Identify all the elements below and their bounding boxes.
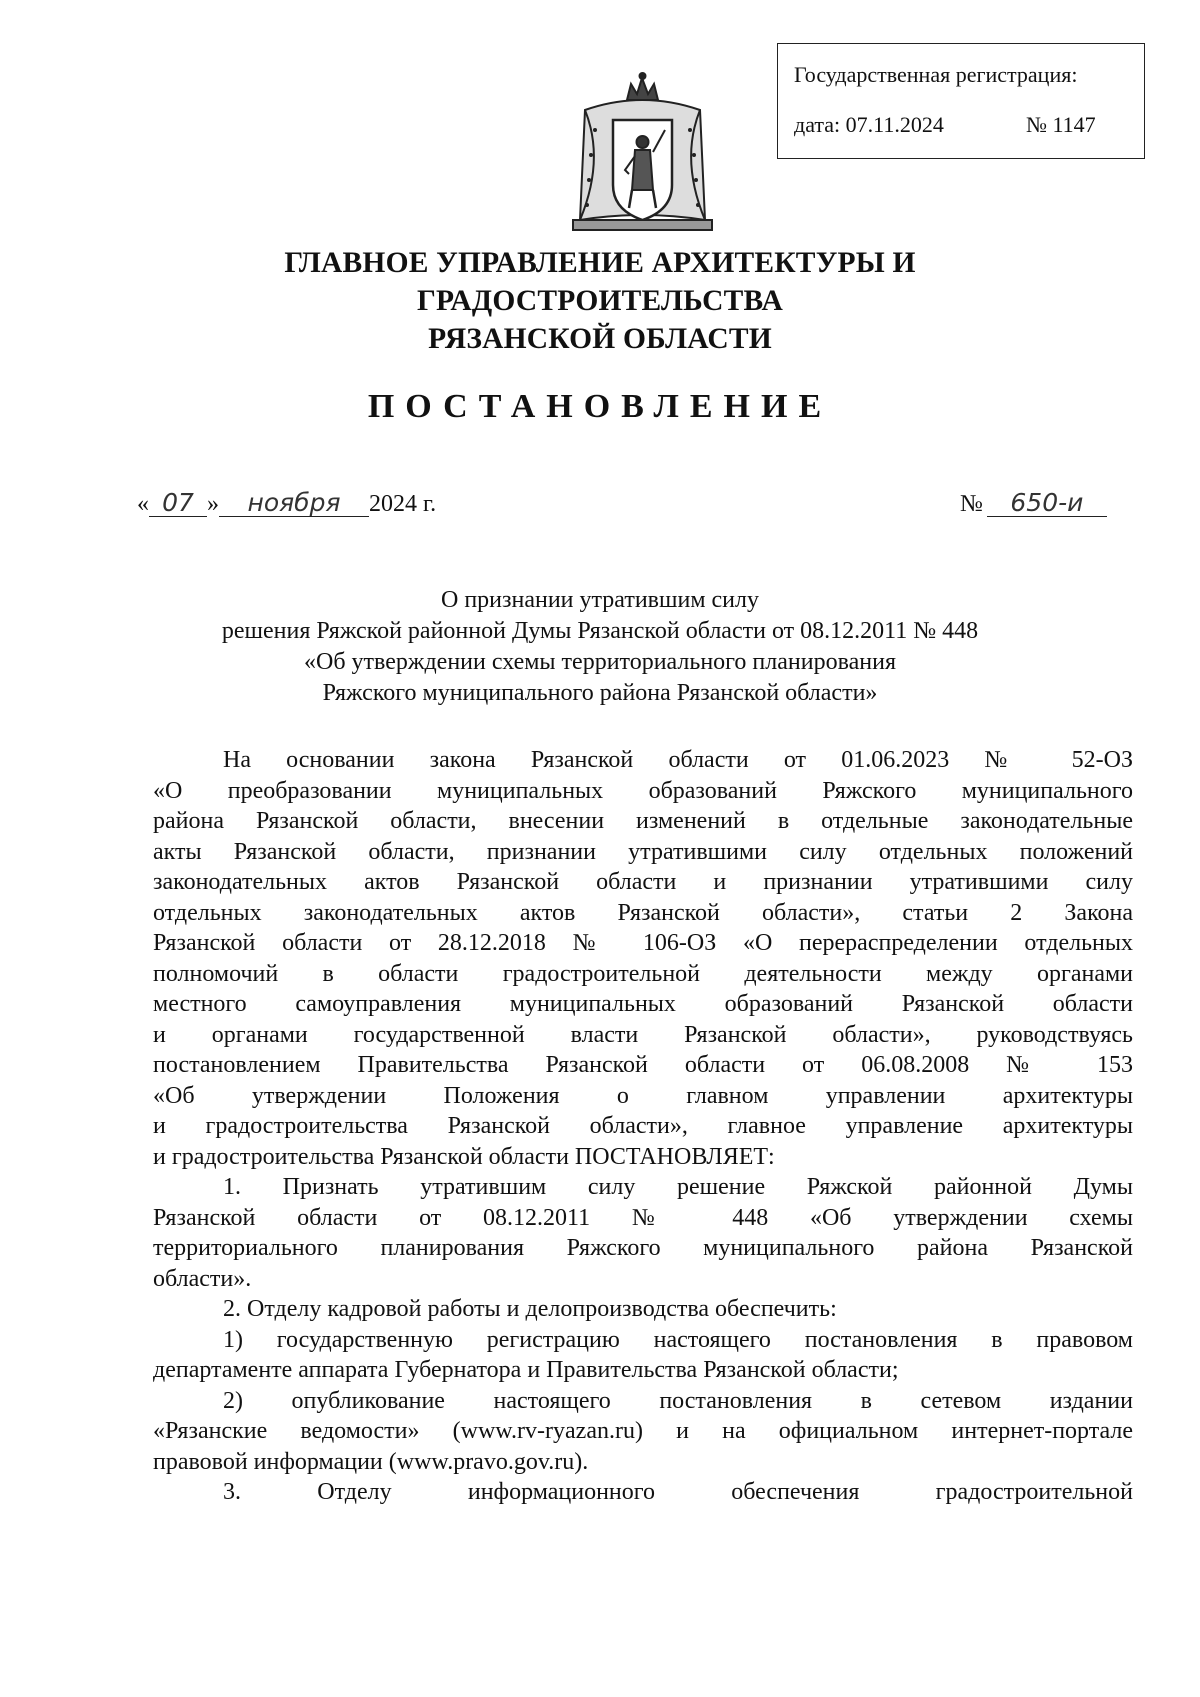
body-line: полномочий в области градостроительной деятельности между органами (153, 960, 1133, 987)
body-line: Рязанской области от 08.12.2011 № 448 «Об утверждении схемы (153, 1204, 1133, 1231)
issue-number-prefix: № (960, 491, 983, 517)
organization-name (100, 244, 1100, 358)
registration-number: № 1147 (1026, 112, 1096, 137)
body-line: территориального планирования Ряжского муниципального района Рязанской (153, 1235, 1133, 1261)
body-line: «Об утверждении Положения о главном управлении архитектуры (153, 1082, 1133, 1109)
issue-number-handwritten: 650-и (987, 490, 1107, 517)
registration-date: дата: 07.11.2024 (794, 112, 944, 137)
subject-line: Ряжского муниципального района Рязанской области» (322, 680, 878, 706)
document-subject (100, 585, 1100, 709)
body-line: 1) государственную регистрацию настоящего постановления в правовом (223, 1326, 1133, 1353)
organization-line-2: РЯЗАНСКОЙ ОБЛАСТИ (428, 323, 772, 355)
organization-line-1: ГЛАВНОЕ УПРАВЛЕНИЕ АРХИТЕКТУРЫ И ГРАДОСТРОИТЕЛЬСТВА (284, 247, 916, 317)
item-2 (153, 1294, 1133, 1325)
body-line: 2. Отделу кадровой работы и делопроизводства обеспечить: (223, 1296, 837, 1322)
issue-date (137, 490, 436, 518)
body-line: и органами государственной власти Рязанской области», руководствуясь (153, 1021, 1133, 1048)
body-line: области». (153, 1265, 252, 1292)
body-line: постановлением Правительства Рязанской области от 06.08.2008 № 153 (153, 1052, 1133, 1078)
preamble-paragraph (153, 745, 1133, 1172)
body-line: законодательных актов Рязанской области и признании утратившими силу (153, 869, 1133, 895)
body-line: местного самоуправления муниципальных образований Рязанской области (153, 991, 1133, 1017)
body-line: «Рязанские ведомости» (www.rv-ryazan.ru) и на официальном интернет-портале (153, 1418, 1133, 1444)
body-line: акты Рязанской области, признании утратившими силу отдельных положений (153, 838, 1133, 865)
ryazan-coat-of-arms-icon (565, 70, 720, 240)
document-body (153, 745, 1133, 1508)
issue-number (960, 490, 1107, 518)
body-line: 1. Признать утратившим силу решение Ряжской районной Думы (223, 1174, 1133, 1200)
item-2-2 (153, 1386, 1133, 1478)
body-line: и градостроительства Рязанской области ПОСТАНОВЛЯЕТ: (153, 1143, 775, 1170)
subject-line: решения Ряжской районной Думы Рязанской области от 08.12.2011 № 448 (221, 618, 979, 644)
issue-year: 2024 г. (369, 491, 437, 517)
body-line: 2) опубликование настоящего постановления в сетевом издании (223, 1387, 1133, 1414)
issue-day-handwritten: 07 (149, 490, 207, 517)
body-line: На основании закона Рязанской области от 01.06.2023 № 52-ОЗ (223, 747, 1133, 773)
body-line: 3. Отделу информационного обеспечения градостроительной (223, 1479, 1133, 1505)
registration-title: Государственная регистрация: (794, 62, 1078, 87)
document-type-title: ПОСТАНОВЛЕНИЕ (367, 388, 833, 425)
close-quote: » (207, 491, 219, 517)
body-line: района Рязанской области, внесении изменений в отдельные законодательные (153, 808, 1133, 834)
body-line: и градостроительства Рязанской области», главное управление архитектуры (153, 1113, 1133, 1139)
body-line: Рязанской области от 28.12.2018 № 106-ОЗ «О перераспределении отдельных (153, 930, 1133, 956)
subject-line: О признании утратившим силу (441, 587, 759, 613)
item-3 (153, 1477, 1133, 1508)
subject-line: «Об утверждении схемы территориального планирования (304, 649, 896, 675)
open-quote: « (137, 491, 149, 517)
body-line: правовой информации (www.pravo.gov.ru). (153, 1448, 589, 1475)
item-2-1 (153, 1325, 1133, 1386)
item-1 (153, 1172, 1133, 1294)
issue-month-handwritten: ноября (219, 490, 369, 517)
body-line: департаменте аппарата Губернатора и Правительства Рязанской области; (153, 1357, 899, 1383)
registration-stamp (777, 43, 1145, 159)
body-line: отдельных законодательных актов Рязанской области», статьи 2 Закона (153, 899, 1133, 926)
body-line: «О преобразовании муниципальных образований Ряжского муниципального (153, 777, 1133, 804)
